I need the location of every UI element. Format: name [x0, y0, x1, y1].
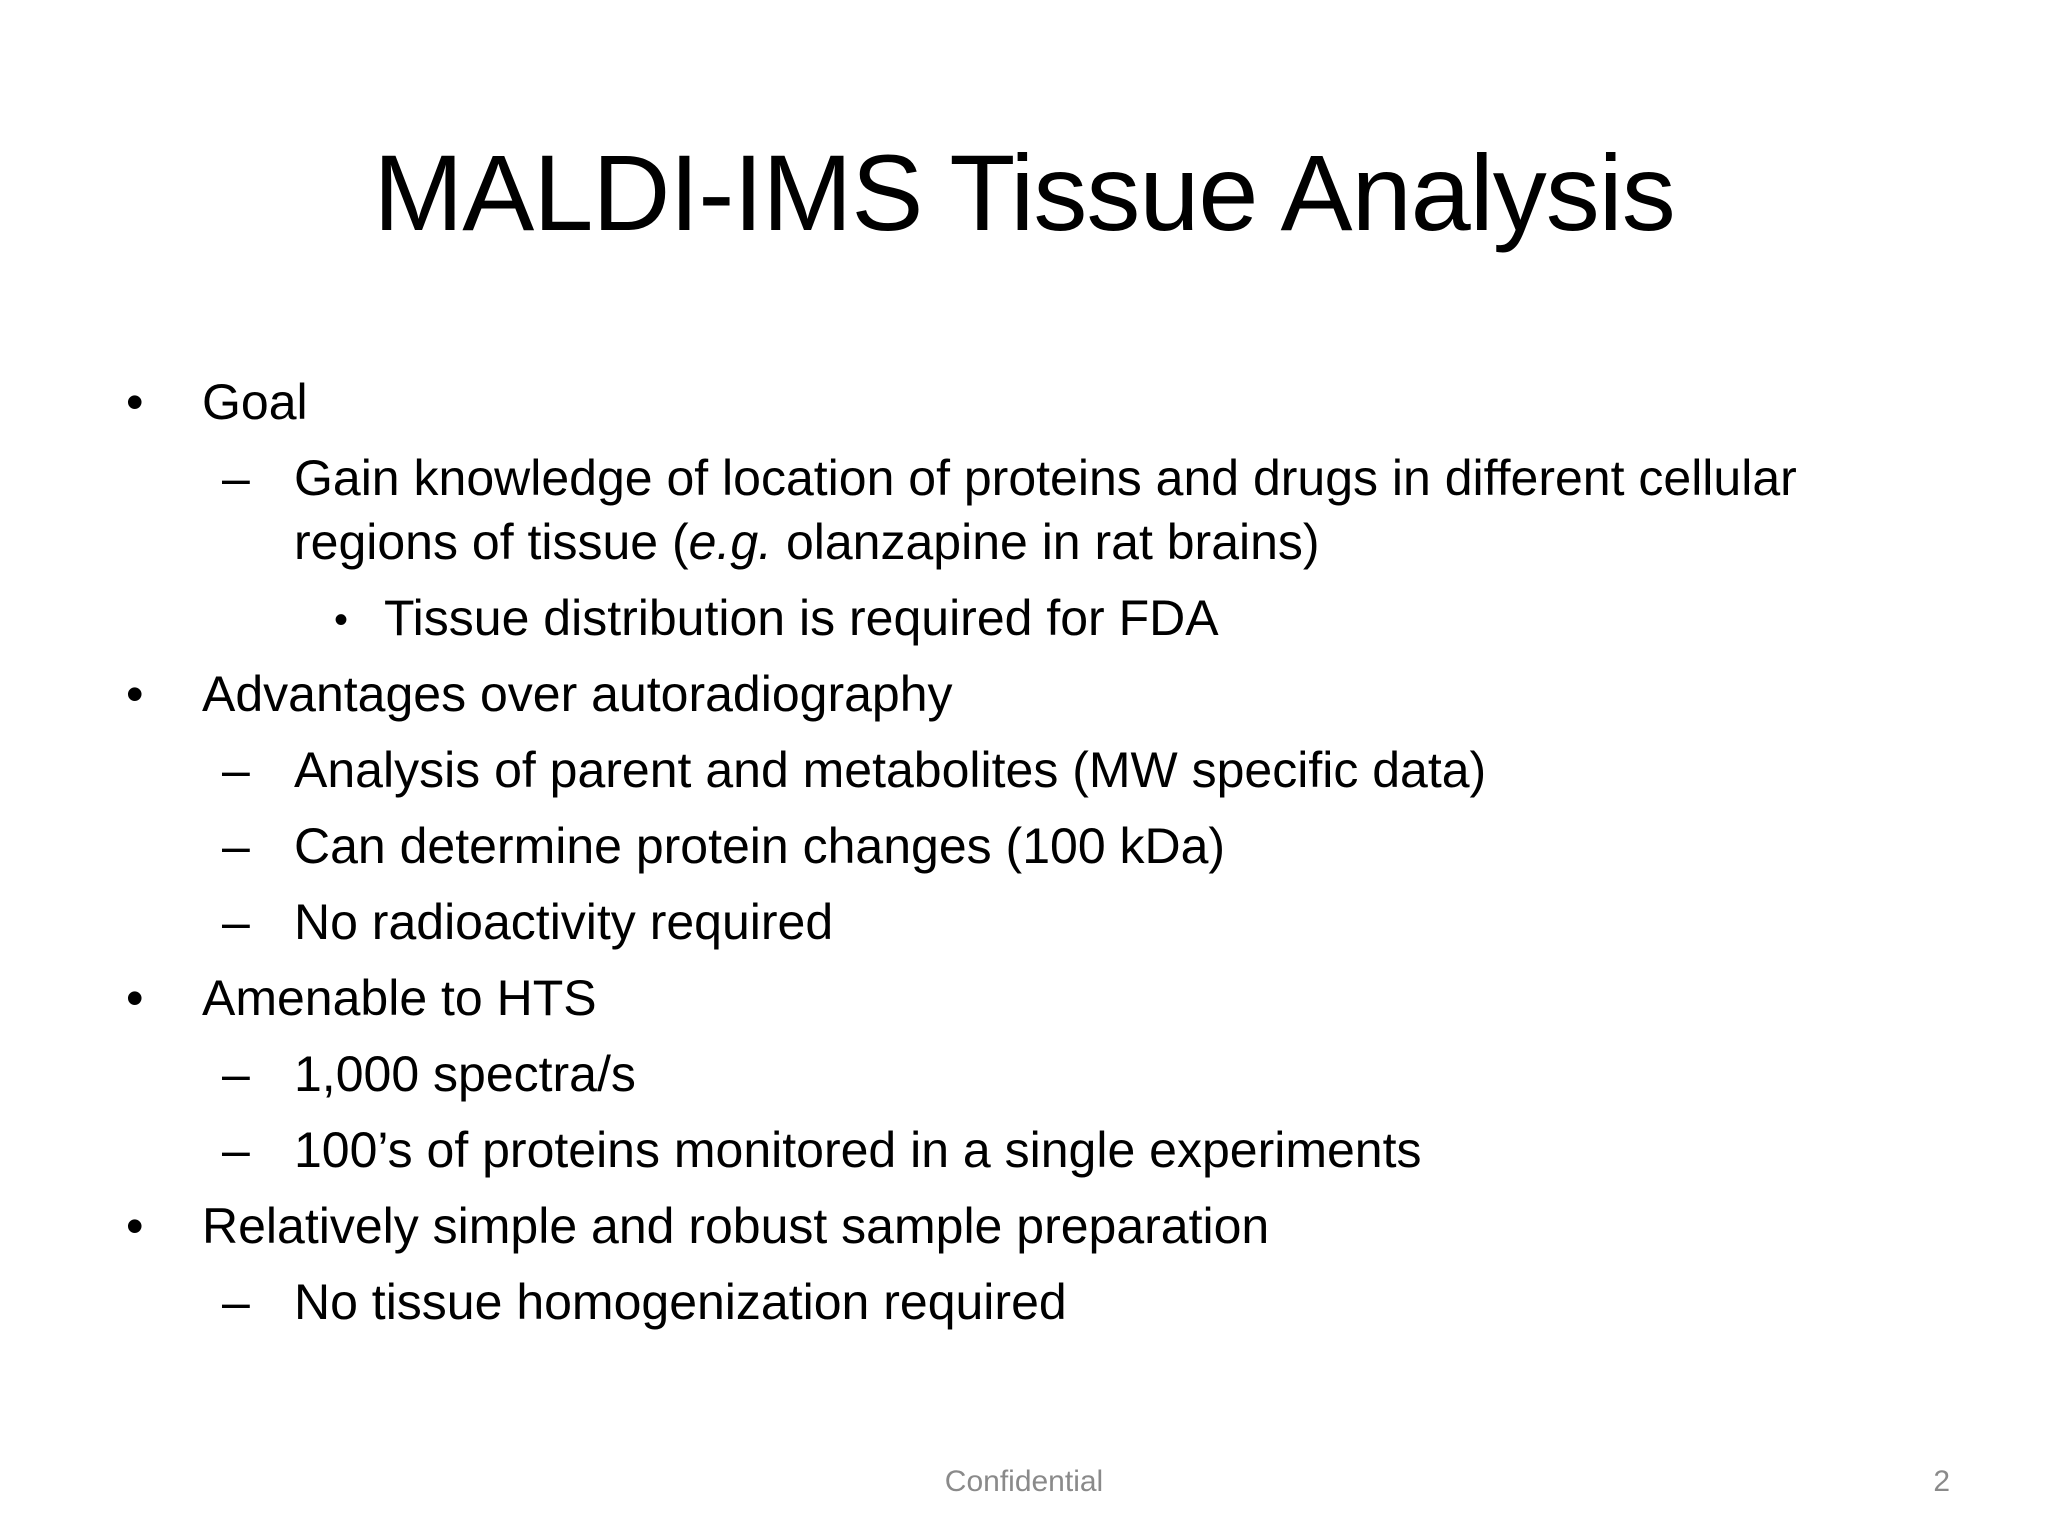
- sub-sub-bullet-fda: Tissue distribution is required for FDA: [384, 590, 1219, 646]
- sub-bullet-marker: –: [222, 1274, 250, 1330]
- sub-bullet-marker: –: [222, 450, 250, 506]
- sub-bullet-marker: –: [222, 1046, 250, 1102]
- bullet-marker: •: [126, 1198, 144, 1254]
- bullet-marker: •: [126, 374, 144, 430]
- sub-bullet-gain-knowledge-line2: [294, 512, 1320, 572]
- sub-bullet-no-homogenization: No tissue homogenization required: [294, 1274, 1067, 1330]
- bullet-advantages: Advantages over autoradiography: [202, 666, 953, 722]
- sub-bullet-gain-knowledge-line1: Gain knowledge of location of proteins and drugs in different cellular: [294, 450, 1797, 506]
- bullet-hts: Amenable to HTS: [202, 970, 597, 1026]
- sub-bullet-marker: –: [222, 818, 250, 874]
- sub-bullet-spectra: 1,000 spectra/s: [294, 1046, 636, 1102]
- sub-bullet-marker: –: [222, 742, 250, 798]
- sub-bullet-analysis: Analysis of parent and metabolites (MW specific data): [294, 742, 1487, 798]
- bullet-marker: •: [126, 666, 144, 722]
- bullet-sample-prep: Relatively simple and robust sample preparation: [202, 1198, 1270, 1254]
- sub-bullet-marker: –: [222, 894, 250, 950]
- sub-bullet-marker: –: [222, 1122, 250, 1178]
- sub-bullet-no-radioactivity: No radioactivity required: [294, 894, 834, 950]
- sub-sub-bullet-marker: •: [334, 598, 349, 642]
- slide-title: MALDI-IMS Tissue Analysis: [373, 132, 1675, 253]
- text-fragment: regions of tissue (: [294, 514, 689, 570]
- text-fragment: olanzapine in rat brains): [772, 514, 1320, 570]
- italic-fragment: e.g.: [688, 514, 773, 570]
- bullet-goal: Goal: [202, 374, 308, 430]
- sub-bullet-protein-changes: Can determine protein changes (100 kDa): [294, 818, 1226, 874]
- bullet-marker: •: [126, 970, 144, 1026]
- page-number: 2: [1933, 1465, 1950, 1498]
- footer-confidential: Confidential: [944, 1465, 1104, 1498]
- sub-bullet-proteins-monitored: 100’s of proteins monitored in a single experiments: [294, 1122, 1422, 1178]
